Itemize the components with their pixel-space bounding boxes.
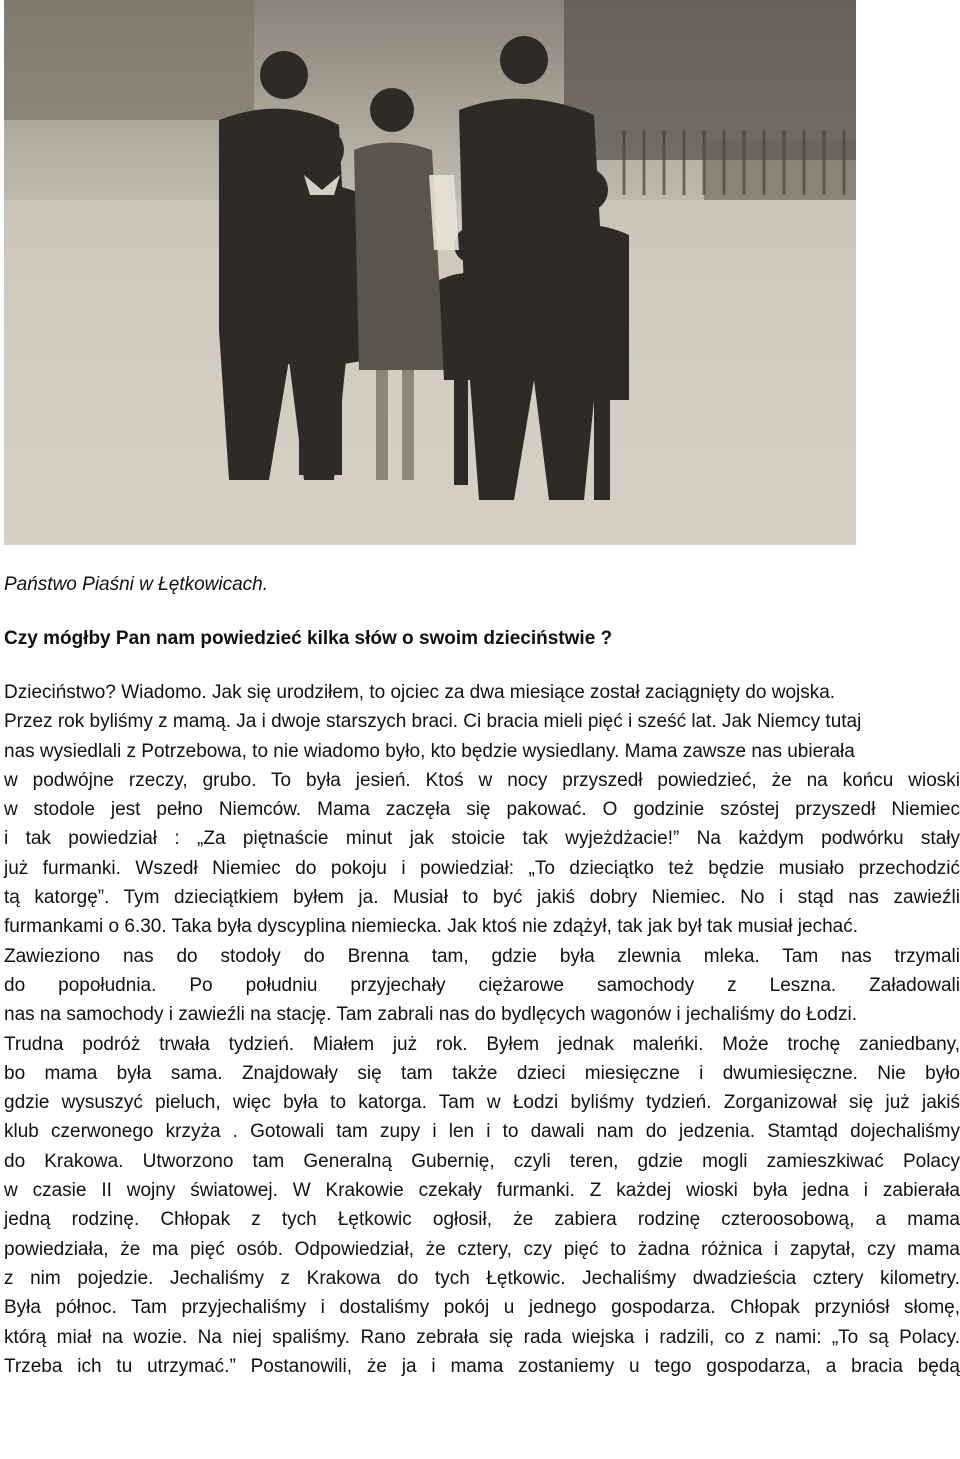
answer-line: jedną rodzinę. Chłopak z tych Łętkowic ogłosił, że zabiera rodzinę czteroosobową, a mama	[4, 1209, 960, 1231]
answer-line: i tak powiedział : „Za piętnaście minut jak stoicie tak wyjeżdżacie!” Na każdym podwórku stały	[4, 828, 960, 850]
answer-line: Trudna podróż trwała tydzień. Miałem już rok. Byłem jednak maleńki. Może trochę zaniedbany,	[4, 1033, 960, 1055]
answer-line: z nim pojedzie. Jechaliśmy z Krakowa do tych Łętkowic. Jechaliśmy dwadzieścia cztery kilometry.	[4, 1267, 960, 1289]
answer-line: do Krakowa. Utworzono tam Generalną Gubernię, czyli teren, gdzie mogli zamieszkiwać Polacy	[4, 1150, 960, 1172]
answer-line: w czasie II wojny światowej. W Krakowie czekały furmanki. Z każdej wioski była jedna i zabierała	[4, 1180, 960, 1202]
answer-line: furmankami o 6.30. Taka była dyscyplina niemiecka. Jak ktoś nie zdążył, tak jak był tak musiał jechać.	[4, 916, 858, 938]
answer-line: w stodole jest pełno Niemców. Mama zaczęła się pakować. O godzinie szóstej przyszedł Niemiec	[4, 799, 960, 821]
answer-line: w podwójne rzeczy, grubo. To była jesień. Ktoś w nocy przyszedł powiedzieć, że na końcu wioski	[4, 769, 960, 791]
answer-line: gdzie wysuszyć pieluch, więc była to katorga. Tam w Łodzi byliśmy tydzień. Zorganizował się już jakiś	[4, 1092, 960, 1114]
answer-line: nas na samochody i zawieźli na stację. Tam zabrali nas do bydlęcych wagonów i jechaliśmy do Łodzi.	[4, 1004, 857, 1026]
answer-line: Zawieziono nas do stodoły do Brenna tam, gdzie była zlewnia mleka. Tam nas trzymali	[4, 945, 960, 967]
answer-line: już furmanki. Wszedł Niemiec do pokoju i powiedział: „To dzieciątko też będzie musiało przechodzić	[4, 857, 960, 879]
answer-line: powiedziała, że ma pięć osób. Odpowiedział, że cztery, czy pięć to żadna różnica i zapytał, czy mama	[4, 1238, 960, 1260]
family-photograph	[4, 0, 856, 545]
answer-line: tą katorgę”. Tym dzieciątkiem byłem ja. Musiał to być jakiś dobry Niemiec. No i stąd nas zawieźli	[4, 887, 960, 909]
answer-line: Przez rok byliśmy z mamą. Ja i dwoje starszych braci. Ci bracia mieli pięć i sześć lat. Jak Niemcy tutaj	[4, 711, 862, 733]
interview-answer	[4, 678, 960, 1381]
interview-question: Czy mógłby Pan nam powiedzieć kilka słów o swoim dzieciństwie ?	[4, 628, 613, 649]
photo-caption: Państwo Piaśni w Łętkowicach.	[4, 574, 269, 595]
answer-line: Była północ. Tam przyjechaliśmy i dostaliśmy pokój u jednego gospodarza. Chłopak przyniósł słomę,	[4, 1297, 960, 1319]
answer-line: Trzeba ich tu utrzymać.” Postanowili, że ja i mama zostaniemy u tego gospodarza, a bracia będą	[4, 1355, 960, 1377]
answer-line: klub czerwonego krzyża . Gotowali tam zupy i len i to dawali nam do jedzenia. Stamtąd dojechaliśmy	[4, 1121, 960, 1143]
answer-line: do popołudnia. Po południu przyjechały ciężarowe samochody z Leszna. Załadowali	[4, 974, 960, 996]
answer-line: którą miał na wozie. Na niej spaliśmy. Rano zebrała się rada wiejska i radzili, co z nami: „To są Polacy.	[4, 1326, 960, 1348]
answer-line: Dzieciństwo? Wiadomo. Jak się urodziłem, to ojciec za dwa miesiące został zaciągnięty do wojska.	[4, 682, 836, 703]
answer-line: bo mama była sama. Znajdowały się tam także dzieci miesięczne i dwumiesięczne. Nie było	[4, 1062, 960, 1084]
answer-line: nas wysiedlali z Potrzebowa, to nie wiadomo było, kto będzie wysiedlany. Mama zawsze nas ubierała	[4, 740, 855, 762]
